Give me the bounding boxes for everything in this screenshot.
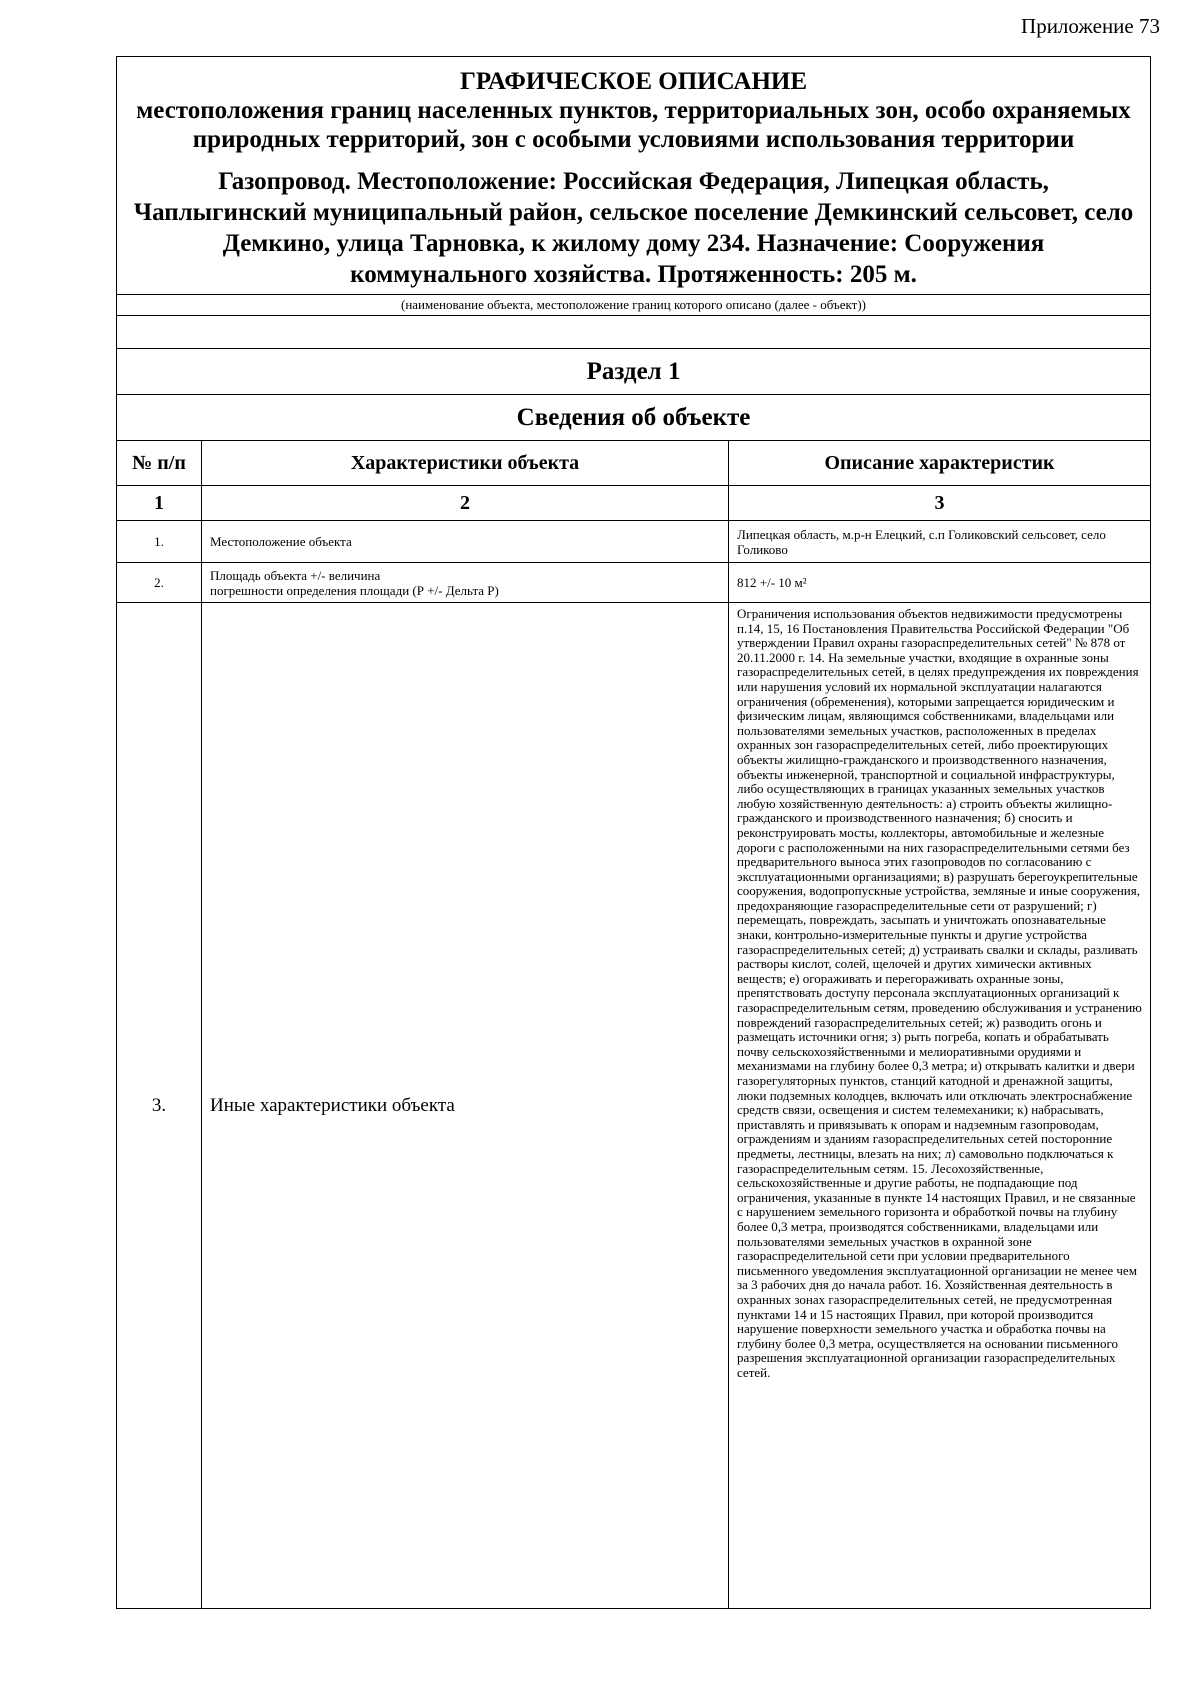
row-number: 3. [117,603,202,1609]
title-row [117,57,1151,295]
section-title: Раздел 1 [117,349,1151,395]
column-number-3: 3 [729,486,1151,521]
row-number: 1. [117,521,202,563]
row-characteristic-line: погрешности определения площади (Р +/- Дельта Р) [210,582,499,598]
document-title: ГРАФИЧЕСКОЕ ОПИСАНИЕ [459,68,808,95]
caption-row [117,295,1151,316]
row-description: 812 +/- 10 м² [729,563,1151,603]
row-characteristic-line: Площадь объекта +/- величина [210,567,381,583]
empty-spacer [117,316,1151,349]
section-title-row [117,349,1151,395]
row-characteristic [202,563,729,603]
graphic-description-table [116,56,1151,1609]
row-description: Липецкая область, м.р-н Елецкий, с.п Голиковский сельсовет, село Голиково [729,521,1151,563]
column-header-description: Описание характеристик [729,441,1151,486]
column-numbers-row [117,486,1151,521]
row-characteristic: Местоположение объекта [202,521,729,563]
table-row [117,521,1151,563]
object-name: Газопровод. Местоположение: Российская Федерация, Липецкая область, Чаплыгинский муниципальный район, сельское поселение Демкинский сельсовет, село Демкино, улица Тарновка, к жилому дому 234. Назначение: Сооружения коммунального хозяйства. Протяженность: 205 м. [133,168,1134,288]
section-subtitle: Сведения об объекте [117,395,1151,441]
row-characteristic: Иные характеристики объекта [202,603,729,1609]
row-description: Ограничения использования объектов недвижимости предусмотрены п.14, 15, 16 Постановления Правительства Российской Федерации "Об утверждении Правил охраны газораспределительных сетей" № 878 от 20.11.2000 г. 14. На земельные участки, входящие в охранные зоны газораспределительных сетей, в целях предупреждения их повреждения или нарушения условий их нормальной эксплуатации налагаются ограничения (обременения), которыми запрещается юридическим и физическим лицам, являющимся собственниками, владельцами или пользователями земельных участков, расположенных в пределах охранных зон газораспределительных сетей, либо проектирующих объекты жилищно-гражданского и производственного назначения, объекты инженерной, транспортной и социальной инфраструктуры, либо осуществляющих в границах указанных земельных участков любую хозяйственную деятельность: а) строить объекты жилищно-гражданского и производственного назначения; б) сносить и реконструировать мосты, коллекторы, автомобильные и железные дороги с расположенными на них газораспределительными сетями без предварительного выноса этих газопроводов по согласованию с эксплуатационными организациями; в) разрушать берегоукрепительные сооружения, водопропускные устройства, земляные и иные сооружения, предохраняющие газораспределительные сети от разрушений; г) перемещать, повреждать, засыпать и уничтожать опознавательные знаки, контрольно-измерительные пункты и другие устройства газораспределительных сетей; д) устраивать свалки и склады, разливать растворы кислот, солей, щелочей и других химически активных веществ; е) огораживать и перегораживать охранные зоны, препятствовать доступу персонала эксплуатационных организаций к газораспределительным сетям, проведению обслуживания и устранению повреждений газораспределительных сетей; ж) разводить огонь и размещать источники огня; з) рыть погреба, копать и обрабатывать почву сельскохозяйственными и мелиоративными орудиями и механизмами на глубину более 0,3 метра; и) открывать калитки и двери газорегуляторных пунктов, станций катодной и дренажной защиты, люки подземных колодцев, включать или отключать электроснабжение средств связи, освещения и систем телемеханики; к) набрасывать, приставлять и привязывать к опорам и надземным газопроводам, ограждениям и зданиям газораспределительных сетей посторонние предметы, лестницы, влезать на них; л) самовольно подключаться к газораспределительным сетям. 15. Лесохозяйственные, сельскохозяйственные и другие работы, не подпадающие под ограничения, указанные в пункте 14 настоящих Правил, и не связанные с нарушением земельного горизонта и обработкой почвы на глубину более 0,3 метра, производятся собственниками, владельцами или пользователями земельных участков в охранной зоне газораспределительной сети при условии предварительного письменного уведомления эксплуатационной организации не менее чем за 3 рабочих дня до начала работ. 16. Хозяйственная деятельность в охранных зонах газораспределительных сетей, не предусмотренная пунктами 14 и 15 настоящих Правил, при которой производится нарушение поверхности земельного участка и обработка почвы на глубину более 0,3 метра, осуществляется на основании письменного разрешения эксплуатационной организации газораспределительных сетей. [729,603,1151,1609]
row-number: 2. [117,563,202,603]
title-block [117,57,1151,295]
section-subtitle-row [117,395,1151,441]
table-row [117,563,1151,603]
column-header-characteristic: Характеристики объекта [202,441,729,486]
gap-row [117,316,1151,349]
table-row [117,603,1151,1609]
column-number-1: 1 [117,486,202,521]
table-header-row [117,441,1151,486]
column-header-number: № п/п [117,441,202,486]
document-subtitle: местоположения границ населенных пунктов, территориальных зон, особо охраняемых природных территорий, зон с особыми условиями использования территории [136,97,1131,153]
appendix-label: Приложение 73 [1021,14,1160,38]
column-number-2: 2 [202,486,729,521]
object-caption: (наименование объекта, местоположение границ которого описано (далее - объект)) [117,295,1151,316]
